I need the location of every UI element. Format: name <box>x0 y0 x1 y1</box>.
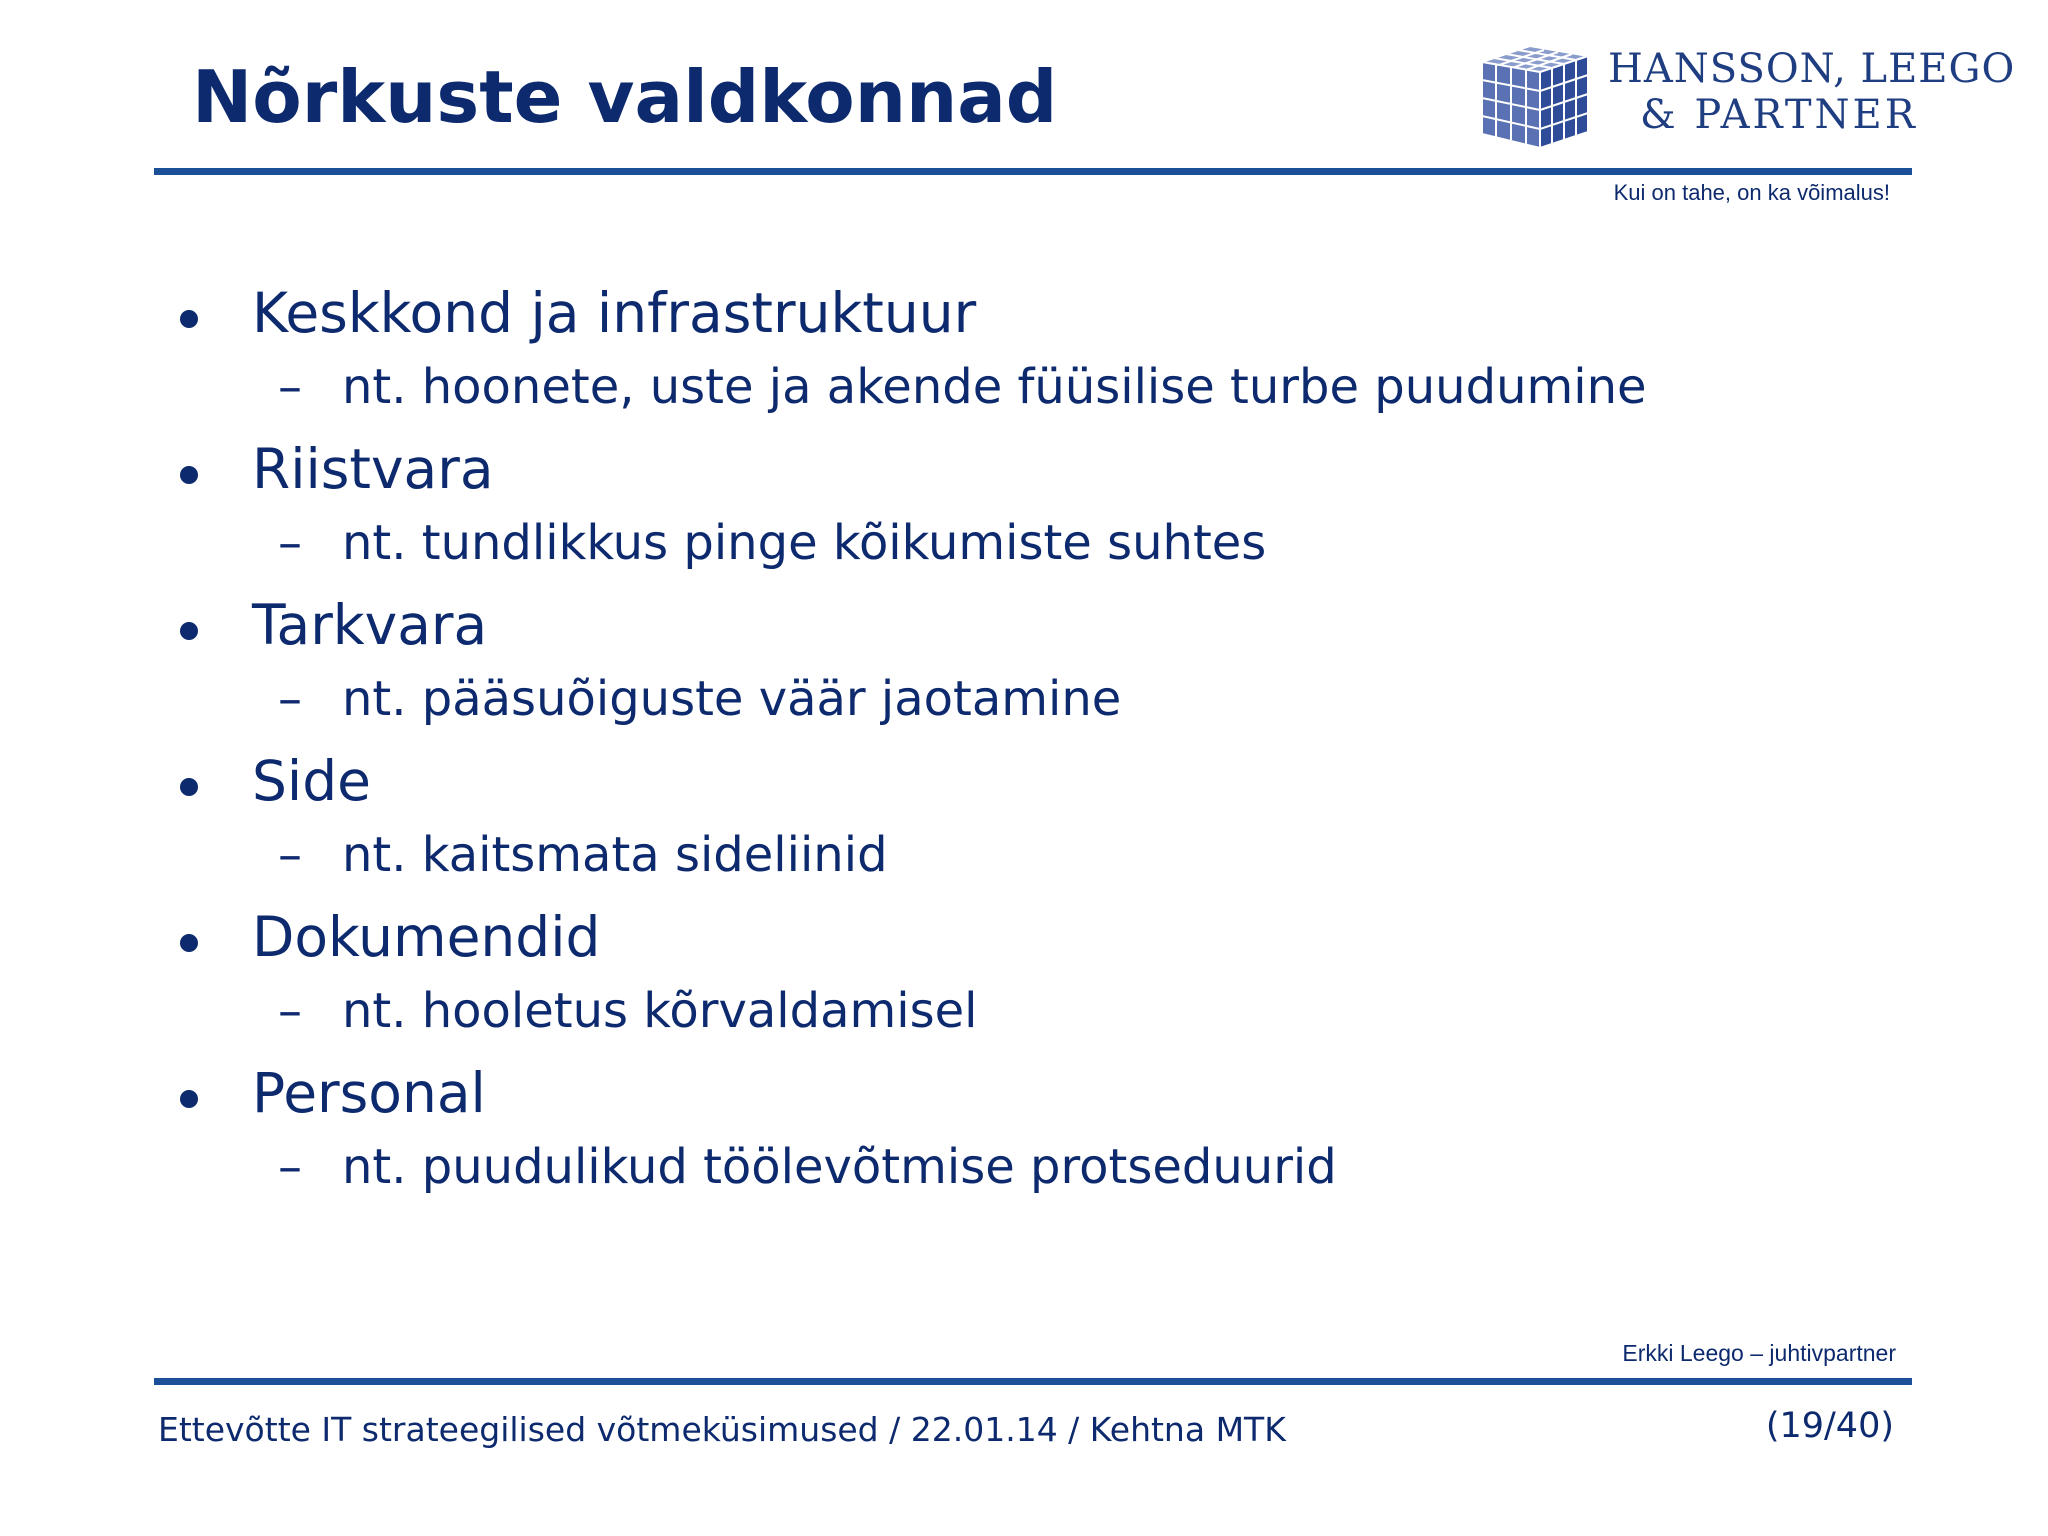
bullet-item <box>0 1054 2048 1132</box>
sub-bullet-text: nt. hoonete, uste ja akende füüsilise turbe puudumine <box>342 359 1647 415</box>
logo-name-line1: HANSSON, LEEGO <box>1608 46 2016 92</box>
footer-divider <box>154 1378 1912 1385</box>
bullet-dot-icon <box>180 466 198 484</box>
sub-bullet-text: nt. pääsuõiguste väär jaotamine <box>342 671 1122 727</box>
sub-bullet-text: nt. kaitsmata sideliinid <box>342 827 888 883</box>
bullet-text: Side <box>252 749 371 813</box>
sub-bullet-item <box>0 820 2048 898</box>
author-credit: Erkki Leego – juhtivpartner <box>1622 1340 1896 1366</box>
bullet-item <box>0 742 2048 820</box>
sub-bullet-text: nt. puudulikud töölevõtmise protseduurid <box>342 1139 1337 1195</box>
sub-bullet-item <box>0 352 2048 430</box>
sub-bullet-item <box>0 664 2048 742</box>
sub-bullet-item <box>0 976 2048 1054</box>
sub-bullet-text: nt. tundlikkus pinge kõikumiste suhtes <box>342 515 1267 571</box>
logo-wordmark <box>1608 46 2015 138</box>
dash-icon: – <box>278 671 302 727</box>
bullet-text: Personal <box>252 1061 486 1125</box>
cube-grid-icon <box>1472 40 1592 152</box>
bullet-dot-icon <box>180 934 198 952</box>
sub-bullet-text: nt. hooletus kõrvaldamisel <box>342 983 978 1039</box>
bullet-text: Keskkond ja infrastruktuur <box>252 281 977 345</box>
dash-icon: – <box>278 515 302 571</box>
dash-icon: – <box>278 1139 302 1195</box>
bullet-item <box>0 430 2048 508</box>
dash-icon: – <box>278 983 302 1039</box>
sub-bullet-item <box>0 508 2048 586</box>
bullet-item <box>0 898 2048 976</box>
bullet-dot-icon <box>180 622 198 640</box>
bullet-item <box>0 586 2048 664</box>
bullet-list <box>0 274 2048 1210</box>
sub-bullet-item <box>0 1132 2048 1210</box>
bullet-item <box>0 274 2048 352</box>
footer-text: Ettevõtte IT strateegilised võtmeküsimused / 22.01.14 / Kehtna MTK <box>158 1410 1286 1449</box>
header-divider <box>154 168 1912 175</box>
bullet-dot-icon <box>180 778 198 796</box>
bullet-text: Tarkvara <box>252 593 488 657</box>
dash-icon: – <box>278 359 302 415</box>
tagline: Kui on tahe, on ka võimalus! <box>1613 180 1890 205</box>
bullet-text: Dokumendid <box>252 905 601 969</box>
company-logo <box>1472 40 2016 152</box>
slide-title: Nõrkuste valdkonnad <box>192 55 1058 139</box>
bullet-text: Riistvara <box>252 437 494 501</box>
logo-name-line2: & PARTNER <box>1640 92 1918 138</box>
dash-icon: – <box>278 827 302 883</box>
bullet-dot-icon <box>180 1090 198 1108</box>
bullet-dot-icon <box>180 310 198 328</box>
page-number: (19/40) <box>1765 1406 1894 1446</box>
